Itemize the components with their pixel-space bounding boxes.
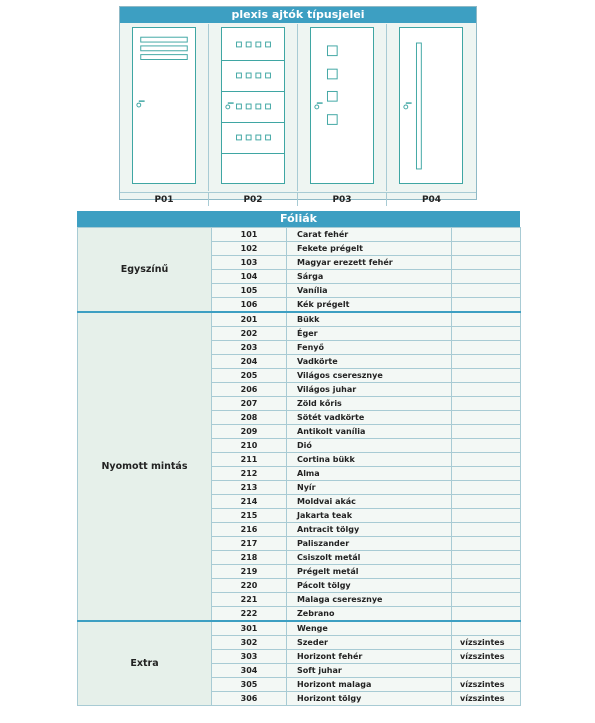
note-cell: vízszintes — [452, 678, 521, 692]
name-cell: Vadkörte — [287, 355, 452, 369]
foliak-table-body — [78, 228, 521, 706]
code-cell: 220 — [212, 579, 287, 593]
code-cell: 101 — [212, 228, 287, 242]
code-cell: 209 — [212, 425, 287, 439]
door-cell-p01 — [120, 24, 209, 191]
code-cell: 210 — [212, 439, 287, 453]
note-cell — [452, 551, 521, 565]
category-cell: Egyszínű — [78, 228, 212, 313]
note-cell — [452, 467, 521, 481]
name-cell: Malaga cseresznye — [287, 593, 452, 607]
door-cell-p02 — [209, 24, 298, 191]
note-cell — [452, 411, 521, 425]
code-cell: 217 — [212, 537, 287, 551]
door-cell-p04 — [387, 24, 476, 191]
table-row — [78, 621, 521, 636]
code-cell: 202 — [212, 327, 287, 341]
code-cell: 204 — [212, 355, 287, 369]
name-cell: Zebrano — [287, 607, 452, 622]
category-cell: Nyomott mintás — [78, 312, 212, 621]
code-cell: 203 — [212, 341, 287, 355]
name-cell: Soft juhar — [287, 664, 452, 678]
foliak-table — [77, 227, 521, 706]
note-cell — [452, 341, 521, 355]
door-illustrations — [120, 24, 476, 191]
name-cell: Horizont malaga — [287, 678, 452, 692]
door-code-p03: P03 — [298, 193, 387, 206]
name-cell: Alma — [287, 467, 452, 481]
name-cell: Kék prégelt — [287, 298, 452, 313]
note-cell — [452, 593, 521, 607]
name-cell: Zöld kőris — [287, 397, 452, 411]
code-cell: 301 — [212, 621, 287, 636]
name-cell: Nyír — [287, 481, 452, 495]
name-cell: Bükk — [287, 312, 452, 327]
code-cell: 303 — [212, 650, 287, 664]
note-cell — [452, 565, 521, 579]
table-row — [78, 228, 521, 242]
code-cell: 304 — [212, 664, 287, 678]
code-cell: 306 — [212, 692, 287, 706]
name-cell: Antikolt vanília — [287, 425, 452, 439]
code-cell: 201 — [212, 312, 287, 327]
door-p04-illustration — [399, 27, 463, 184]
code-cell: 219 — [212, 565, 287, 579]
code-cell: 105 — [212, 284, 287, 298]
category-cell: Extra — [78, 621, 212, 706]
note-cell: vízszintes — [452, 636, 521, 650]
name-cell: Jakarta teak — [287, 509, 452, 523]
code-cell: 216 — [212, 523, 287, 537]
note-cell — [452, 312, 521, 327]
code-cell: 211 — [212, 453, 287, 467]
code-cell: 207 — [212, 397, 287, 411]
code-cell: 214 — [212, 495, 287, 509]
note-cell — [452, 664, 521, 678]
name-cell: Cortina bükk — [287, 453, 452, 467]
name-cell: Wenge — [287, 621, 452, 636]
note-cell — [452, 397, 521, 411]
note-cell — [452, 439, 521, 453]
door-cell-p03 — [298, 24, 387, 191]
name-cell: Antracit tölgy — [287, 523, 452, 537]
foliak-panel — [77, 211, 520, 706]
note-cell — [452, 425, 521, 439]
door-code-p02: P02 — [209, 193, 298, 206]
door-p01-illustration — [132, 27, 196, 184]
plexis-door-types-panel — [119, 6, 477, 205]
name-cell: Horizont fehér — [287, 650, 452, 664]
note-cell — [452, 355, 521, 369]
name-cell: Fenyő — [287, 341, 452, 355]
name-cell: Világos juhar — [287, 383, 452, 397]
code-cell: 103 — [212, 256, 287, 270]
note-cell: vízszintes — [452, 650, 521, 664]
code-cell: 212 — [212, 467, 287, 481]
code-cell: 221 — [212, 593, 287, 607]
code-cell: 215 — [212, 509, 287, 523]
name-cell: Moldvai akác — [287, 495, 452, 509]
note-cell — [452, 284, 521, 298]
name-cell: Carat fehér — [287, 228, 452, 242]
note-cell — [452, 256, 521, 270]
note-cell — [452, 537, 521, 551]
note-cell — [452, 270, 521, 284]
door-code-row — [120, 192, 476, 207]
name-cell: Csiszolt metál — [287, 551, 452, 565]
note-cell — [452, 495, 521, 509]
door-p02-illustration — [221, 27, 285, 184]
code-cell: 106 — [212, 298, 287, 313]
name-cell: Vanília — [287, 284, 452, 298]
name-cell: Pácolt tölgy — [287, 579, 452, 593]
name-cell: Sötét vadkörte — [287, 411, 452, 425]
note-cell — [452, 242, 521, 256]
table-row — [78, 312, 521, 327]
code-cell: 205 — [212, 369, 287, 383]
name-cell: Horizont tölgy — [287, 692, 452, 706]
note-cell — [452, 369, 521, 383]
name-cell: Világos cseresznye — [287, 369, 452, 383]
name-cell: Magyar erezett fehér — [287, 256, 452, 270]
code-cell: 208 — [212, 411, 287, 425]
name-cell: Fekete prégelt — [287, 242, 452, 256]
note-cell — [452, 327, 521, 341]
name-cell: Éger — [287, 327, 452, 341]
code-cell: 213 — [212, 481, 287, 495]
foliak-title: Fóliák — [77, 211, 520, 227]
name-cell: Prégelt metál — [287, 565, 452, 579]
name-cell: Sárga — [287, 270, 452, 284]
note-cell — [452, 621, 521, 636]
note-cell — [452, 228, 521, 242]
code-cell: 218 — [212, 551, 287, 565]
name-cell: Paliszander — [287, 537, 452, 551]
note-cell — [452, 579, 521, 593]
note-cell — [452, 523, 521, 537]
note-cell — [452, 509, 521, 523]
note-cell: vízszintes — [452, 692, 521, 706]
door-code-p01: P01 — [120, 193, 209, 206]
note-cell — [452, 298, 521, 313]
plexis-title: plexis ajtók típusjelei — [120, 7, 476, 23]
code-cell: 102 — [212, 242, 287, 256]
code-cell: 104 — [212, 270, 287, 284]
name-cell: Szeder — [287, 636, 452, 650]
note-cell — [452, 383, 521, 397]
note-cell — [452, 481, 521, 495]
name-cell: Dió — [287, 439, 452, 453]
code-cell: 206 — [212, 383, 287, 397]
code-cell: 222 — [212, 607, 287, 622]
door-code-p04: P04 — [421, 195, 442, 205]
note-cell — [452, 607, 521, 622]
note-cell — [452, 453, 521, 467]
door-p03-illustration — [310, 27, 374, 184]
code-cell: 302 — [212, 636, 287, 650]
code-cell: 305 — [212, 678, 287, 692]
